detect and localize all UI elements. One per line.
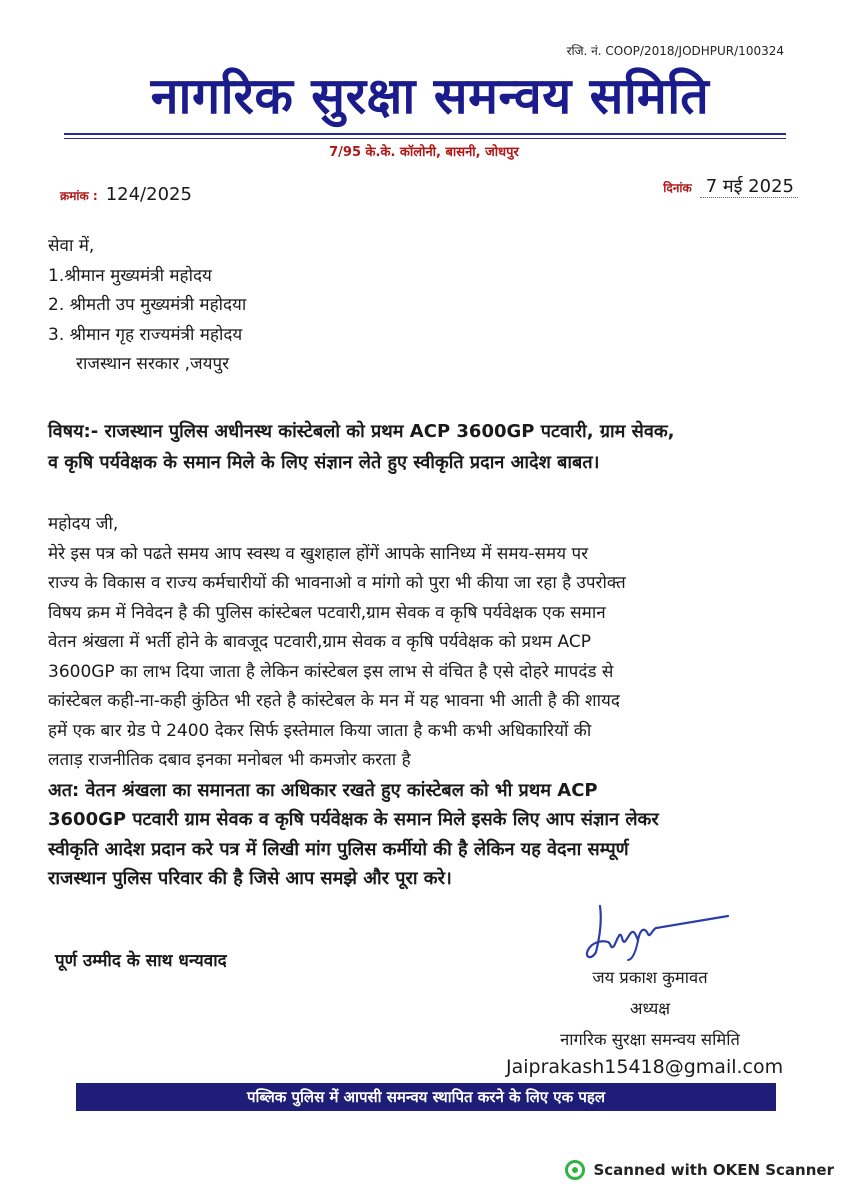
body-line: विषय क्रम में निवेदन है की पुलिस कांस्टेबल पटवारी,ग्राम सेवक व कृषि पर्यवेक्षक एक समान <box>48 602 606 623</box>
recipient-line: 3. श्रीमान गृह राज्यमंत्री महोदय <box>48 324 243 345</box>
header-divider-thin <box>64 138 786 139</box>
body-line-bold: अत: वेतन श्रंखला का समानता का अधिकार रखते हुए कांस्टेबल को भी प्रथम ACP <box>48 779 598 801</box>
recipient-line: 2. श्रीमती उप मुख्यमंत्री महोदया <box>48 295 247 315</box>
signatory-block <box>500 962 800 1055</box>
subject-block <box>48 416 808 478</box>
recipient-block <box>48 232 246 380</box>
body-line: लताड़ राजनीतिक दबाव इनका मनोबल भी कमजोर करता है <box>48 750 411 770</box>
org-address: 7/95 के.के. कॉलोनी, बासनी, जोधपुर <box>329 145 519 160</box>
reference-label: क्रमांक : <box>60 189 98 203</box>
closing-remark: पूर्ण उम्मीद के साथ धन्यवाद <box>55 951 227 971</box>
recipient-line: सेवा में, <box>48 236 95 256</box>
recipient-line: राजस्थान सरकार ,जयपुर <box>76 354 230 374</box>
scanner-logo-icon <box>565 1160 585 1180</box>
body-line-bold: 3600GP पटवारी ग्राम सेवक व कृषि पर्यवेक्षक के समान मिले इसके लिए आप संज्ञान लेकर <box>48 809 659 830</box>
scanner-watermark <box>565 1160 834 1180</box>
letter-date <box>663 174 798 198</box>
body-line: वेतन श्रंखला में भर्ती होने के बावजूद पटवारी,ग्राम सेवक व कृषि पर्यवेक्षक को प्रथम ACP <box>48 632 591 652</box>
date-label: दिनांक <box>663 181 692 195</box>
date-value: 7 मई 2025 <box>700 176 798 198</box>
body-line-bold: स्वीकृति आदेश प्रदान करे पत्र में लिखी मांग पुलिस कर्मीयो की है लेकिन यह वेदना सम्पूर्ण <box>48 838 629 860</box>
scanner-text: Scanned with OKEN Scanner <box>593 1161 834 1179</box>
reference-number <box>60 184 192 205</box>
header-divider <box>64 133 786 135</box>
subject-line: विषय:- राजस्थान पुलिस अधीनस्थ कांस्टेबलो को प्रथम ACP 3600GP पटवारी, ग्राम सेवक, <box>48 421 675 442</box>
body-line-bold: राजस्थान पुलिस परिवार की है जिसे आप समझे और पूरा करे। <box>48 868 452 889</box>
signatory-designation: अध्यक्ष <box>629 999 671 1018</box>
footer-slogan: पब्लिक पुलिस में आपसी समन्वय स्थापित करने के लिए एक पहल <box>76 1083 776 1111</box>
body-line: मेरे इस पत्र को पढते समय आप स्वस्थ व खुशहाल होंगें आपके सानिध्य में समय-समय पर <box>48 543 589 564</box>
org-title: नागरिक सुरक्षा समन्वय समिति <box>150 67 710 125</box>
subject-line: व कृषि पर्यवेक्षक के समान मिले के लिए संज्ञान लेते हुए स्वीकृति प्रदान आदेश बाबत। <box>48 452 600 473</box>
signatory-org: नागरिक सुरक्षा समन्वय समिति <box>560 1030 740 1049</box>
signature-image <box>578 900 738 964</box>
signatory-email: Jaiprakash15418@gmail.com <box>506 1056 784 1078</box>
reference-value: 124/2025 <box>105 184 192 205</box>
registration-number: रजि. नं. COOP/2018/JODHPUR/100324 <box>566 44 784 58</box>
body-line: हमें एक बार ग्रेड पे 2400 देकर सिर्फ इस्तेमाल किया जाता है कभी कभी अधिकारियों की <box>48 720 592 741</box>
signatory-name: जय प्रकाश कुमावत <box>592 968 708 987</box>
body-line: कांस्टेबल कही-ना-कही कुंठित भी रहते है कांस्टेबल के मन में यह भावना भी आती है की शायद <box>48 691 620 711</box>
salutation: महोदय जी, <box>48 514 119 534</box>
body-line: 3600GP का लाभ दिया जाता है लेकिन कांस्टेबल इस लाभ से वंचित है एसे दोहरे मापदंड से <box>48 661 614 682</box>
letter-body <box>48 510 808 894</box>
recipient-line: 1.श्रीमान मुख्यमंत्री महोदय <box>48 265 212 286</box>
body-line: राज्य के विकास व राज्य कर्मचारीयों की भावनाओ व मांगो को पुरा भी कीया जा रहा है उपरोक्त <box>48 573 626 593</box>
